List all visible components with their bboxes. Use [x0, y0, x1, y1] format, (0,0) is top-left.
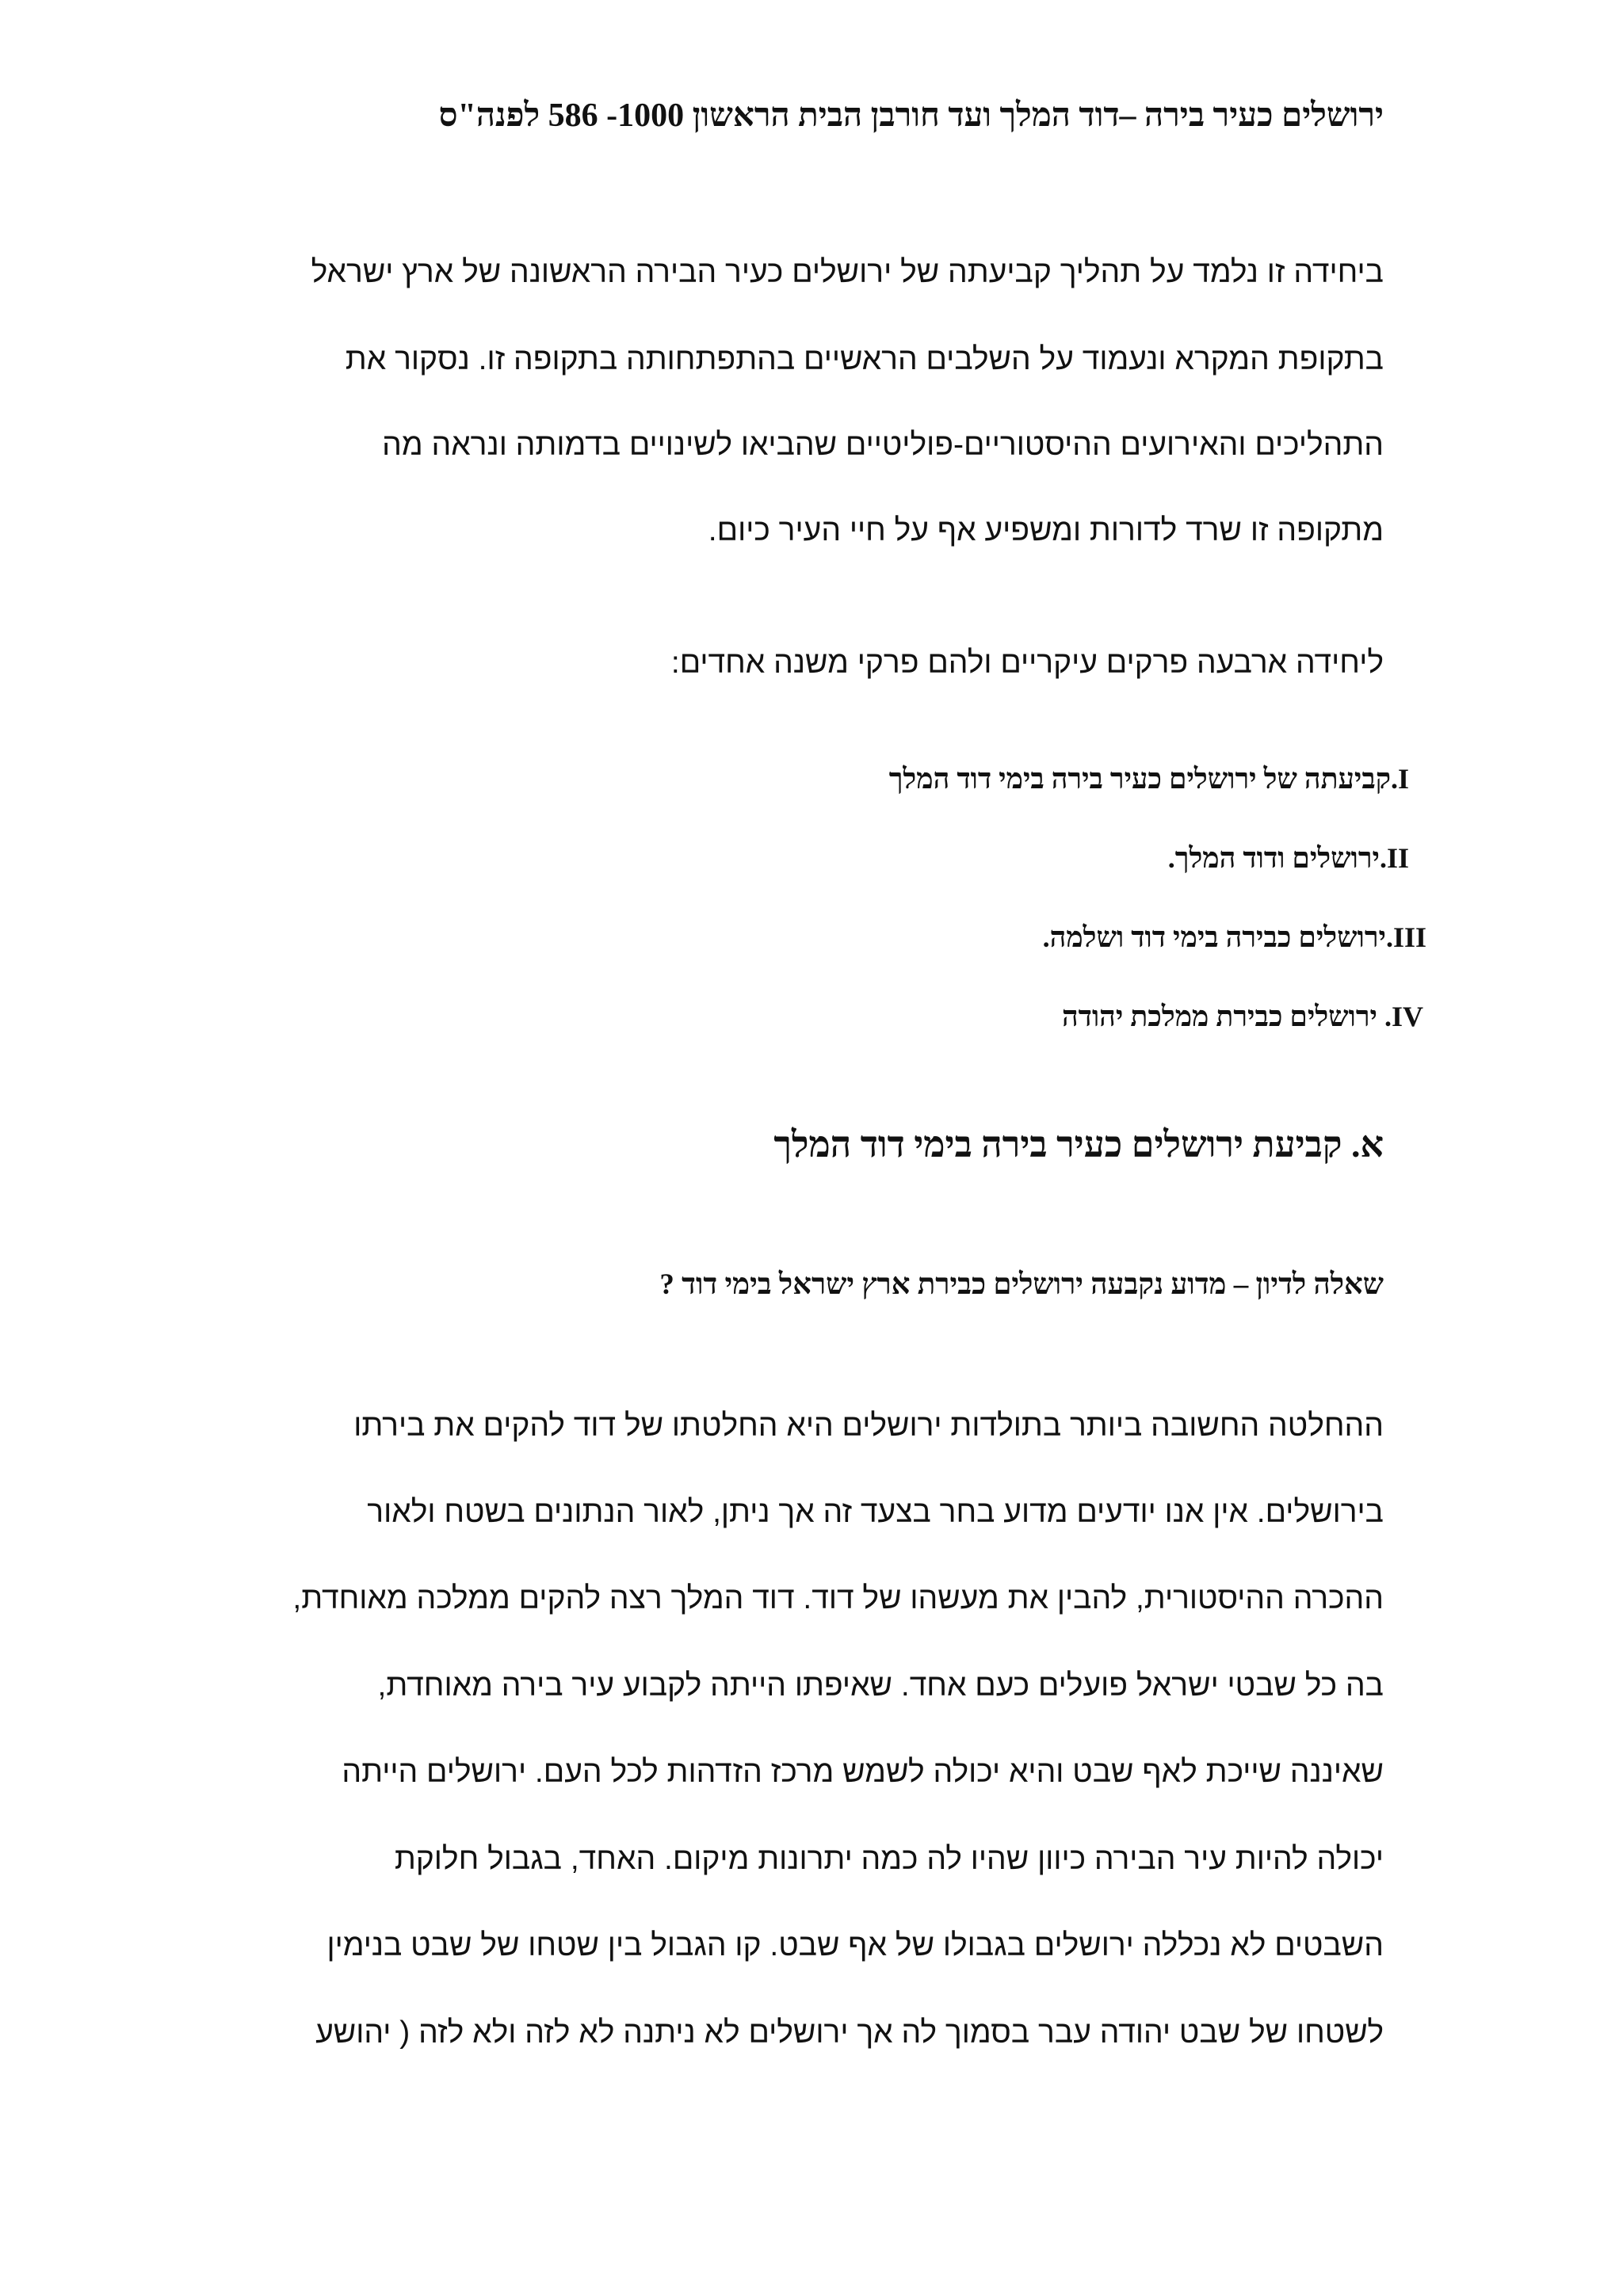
body-line-5: שאיננה שייכת לאף שבט והיא יכולה לשמש מרכז הזדהות לכל העם. ירושלים הייתה: [342, 1755, 1384, 1789]
body-line-1: ההחלטה החשובה ביותר בתולדות ירושלים היא החלטתו של דוד להקים את בירתו: [353, 1409, 1384, 1443]
intro-line-4: מתקופה זו שרד לדורות ומשפיע אף על חיי העיר כיום.: [708, 513, 1384, 547]
body-line-6: יכולה להיות עיר הבירה כיוון שהיו לה כמה יתרונות מיקום. האחד, בגבול חלוקת: [394, 1842, 1384, 1876]
intro-line-3: התהליכים והאירועים ההיסטוריים-פוליטיים שהביאו לשינויים בדמותה ונראה מה: [382, 428, 1384, 462]
section-heading: א. קביעת ירושלים כעיר בירה בימי דוד המלך: [773, 1124, 1384, 1165]
body-line-4: בה כל שבטי ישראל פועלים כעם אחד. שאיפתו הייתה לקבוע עיר בירה מאוחדת,: [377, 1669, 1384, 1703]
body-line-8: לשטחו של שבט יהודה עבר בסמוך לה אך ירושלים לא ניתנה לא לזה ולא לזה ( יהושע: [315, 2016, 1384, 2050]
body-line-3: ההכרה ההיסטורית, להבין את מעשהו של דוד. דוד המלך רצה להקים ממלכה מאוחדת,: [292, 1581, 1384, 1615]
chapter-item-2: II.ירושלים ודוד המלך.: [1167, 842, 1409, 874]
intro-line-1: ביחידה זו נלמד על תהליך קביעתה של ירושלים כעיר הבירה הראשונה של ארץ ישראל: [311, 255, 1384, 289]
body-line-2: בירושלים. אין אנו יודעים מדוע בחר בצעד זה אך ניתן, לאור הנתונים בשטח ולאור: [367, 1495, 1384, 1529]
document-title: ירושלים כעיר בירה –דוד המלך ועד חורבן הבית הראשון 1000- 586 לפנה"ס: [438, 97, 1384, 134]
intro-line-2: בתקופת המקרא ונעמוד על השלבים הראשיים בהתפתחותה בתקופה זו. נסקור את: [345, 342, 1384, 376]
chapters-intro: ליחידה ארבעה פרקים עיקריים ולהם פרקי משנה אחדים:: [670, 646, 1384, 680]
chapter-item-3: III.ירושלים כבירה בימי דוד ושלמה.: [1042, 921, 1426, 953]
discussion-question: שאלה לדיון – מדוע נקבעה ירושלים כבירת ארץ ישראל בימי דוד ?: [659, 1268, 1384, 1301]
chapter-item-4: IV. ירושלים כבירת ממלכת יהודה: [1061, 1001, 1423, 1032]
chapter-item-1: I.קביעתה של ירושלים כעיר בירה בימי דוד המלך: [888, 763, 1409, 795]
body-line-7: השבטים לא נכללה ירושלים בגבולו של אף שבט. קו הגבול בין שטחו של שבט בנימין: [327, 1928, 1384, 1962]
